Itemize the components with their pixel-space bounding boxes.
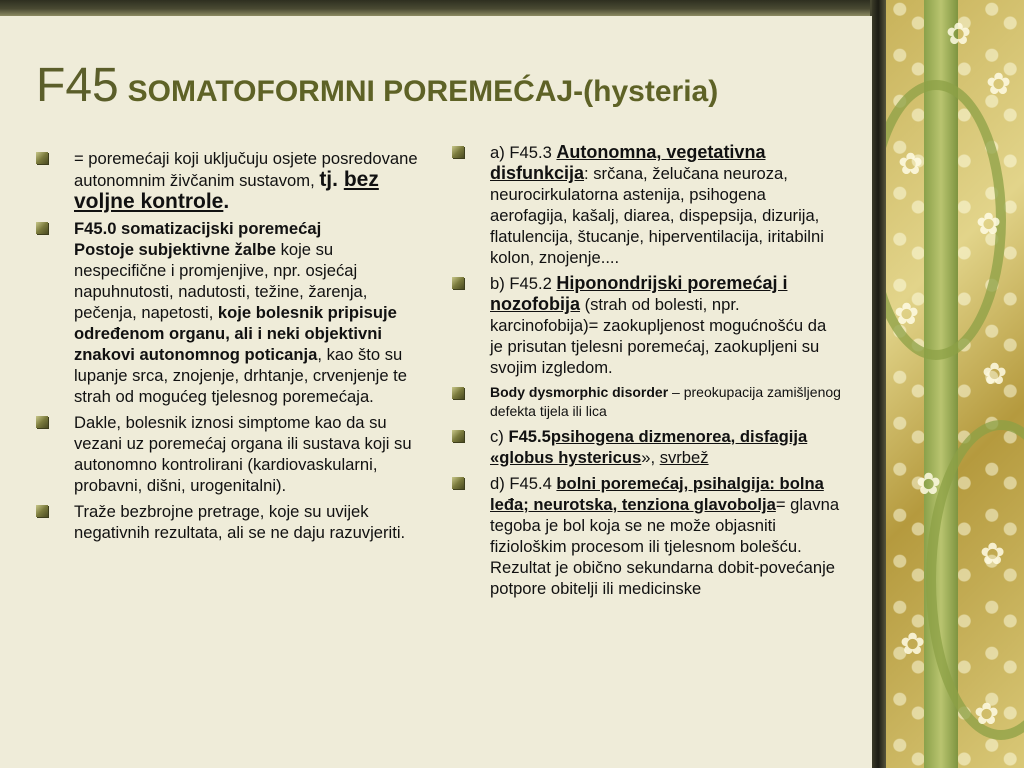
list-item <box>36 501 428 543</box>
bullet-icon <box>36 505 48 517</box>
list-item <box>452 142 842 268</box>
flower-icon: ✿ <box>982 358 1008 391</box>
item-prefix: b) F45.2 <box>490 274 557 293</box>
slide-title <box>36 58 718 113</box>
item-title: Autonomna, vegetativna disfunkcija <box>490 142 766 183</box>
list-item <box>36 148 428 213</box>
title-main: SOMATOFORMNI POREMEĆAJ-(hysteria) <box>127 75 719 108</box>
flower-icon: ✿ <box>894 298 920 331</box>
list-item <box>452 473 842 599</box>
item-text: = glavna tegoba je bol koja se ne može objasniti fiziološkim procesom ili tjelesnom bolešću. Rezultat je obično sekundarna dobit-povećanje potpore obitelji ili medicinske <box>490 495 840 598</box>
bullet-icon <box>452 387 464 399</box>
flower-icon: ✿ <box>980 538 1006 571</box>
title-code: F45 <box>36 59 119 112</box>
item-text: : srčana, želučana neuroza, neurocirkulatorna astenija, psihogena aerofagija, kašalj, diarea, dispepsija, dizurija, flatulencija, štucanje, hiperventilacija, iritabilni kolon, znojenje.... <box>490 164 824 267</box>
list-item <box>452 273 842 378</box>
item-title: Body dysmorphic disorder <box>490 384 669 400</box>
item-text: = poremećaji koji uključuju osjete posredovane autonomnim živčanim sustavom, <box>74 149 418 190</box>
item-prefix: c) <box>490 427 509 446</box>
item-strong: Postoje subjektivne žalbe <box>74 240 276 259</box>
list-item <box>36 412 428 496</box>
item-strong: koje bolesnik pripisuje određenom organu, ali i neki objektivni znakovi autonomnog poticanja <box>74 303 397 364</box>
item-text: , kao što su lupanje srca, znojenje, drhtanje, crvenjenje te strah od mogućeg tjelesnog poremećaja. <box>74 345 408 406</box>
item-extra: svrbež <box>659 448 709 467</box>
top-border <box>0 0 880 16</box>
item-text: Traže bezbrojne pretrage, koje su uvijek negativnih rezultata, ali se ne daju razuvjeriti. <box>74 502 406 542</box>
bullet-icon <box>452 477 464 489</box>
bullet-icon <box>36 152 48 164</box>
bullet-icon <box>452 430 464 442</box>
item-end: . <box>223 190 230 213</box>
item-code: F45.5 <box>508 427 551 446</box>
bullet-icon <box>36 222 48 234</box>
flower-icon: ✿ <box>900 628 926 661</box>
item-title: bolni poremećaj, psihalgija: bolna leđa; neurotska, tenziona glavobolja <box>490 474 824 514</box>
item-prefix: d) F45.4 <box>490 474 557 493</box>
side-border <box>872 0 886 768</box>
flower-icon: ✿ <box>986 68 1012 101</box>
flower-icon: ✿ <box>974 698 1000 731</box>
item-text: Dakle, bolesnik iznosi simptome kao da su vezani uz poremećaj organa ili sustava koji su autonomno kontrolirani (kardiovaskularni, probavni, dišni, urogenitalni). <box>74 413 412 495</box>
list-item <box>452 383 842 421</box>
flower-icon: ✿ <box>898 148 924 181</box>
bullet-icon <box>452 277 464 289</box>
item-prefix: a) F45.3 <box>490 143 557 162</box>
item-title: Hiponondrijski poremećaj i nozofobija <box>490 273 788 314</box>
item-text: koje su nespecifične i promjenjive, npr. osjećaj napuhnutosti, nadutosti, težine, žarenja, pečenja, napetosti, <box>74 240 368 322</box>
flower-icon: ✿ <box>916 468 942 501</box>
bullet-icon <box>452 146 464 158</box>
right-column <box>452 142 842 604</box>
item-strong-underlined: bez voljne kontrole <box>74 168 379 213</box>
item-title: psihogena dizmenorea, disfagija «globus hystericus <box>490 427 808 467</box>
list-item <box>36 218 428 407</box>
item-text: (strah od bolesti, npr. karcinofobija)= zaokupljenost mogućnošću da je prisutan tjelesni poremećaj, zaokupljeni su svojim izgledom. <box>490 295 827 377</box>
item-end: », <box>641 448 660 467</box>
left-column <box>36 148 428 548</box>
item-strong: tj. <box>319 168 344 191</box>
flower-icon: ✿ <box>946 18 972 51</box>
bullet-icon <box>36 416 48 428</box>
item-text: – preokupacija zamišljenog defekta tijela ili lica <box>490 384 841 419</box>
decorative-side-panel <box>886 0 1024 768</box>
item-heading: F45.0 somatizacijski poremećaj <box>74 219 322 238</box>
list-item <box>452 426 842 468</box>
flower-icon: ✿ <box>976 208 1002 241</box>
